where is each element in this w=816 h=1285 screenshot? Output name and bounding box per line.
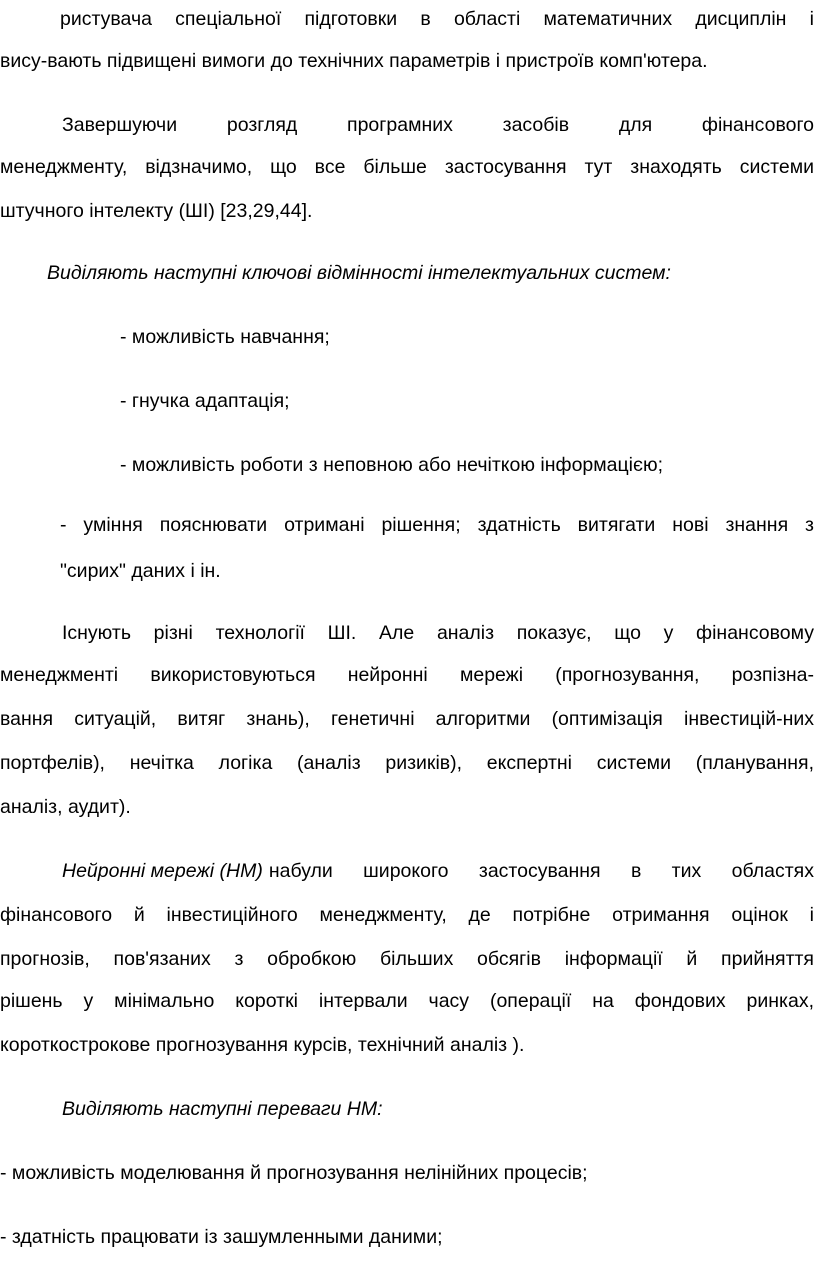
text-line: портфелів), нечітка логіка (аналіз ризиків), експертні системи (планування,: [0, 752, 814, 774]
list-item: - можливість роботи з неповною або нечіткою інформацією;: [120, 454, 664, 476]
list-item: - гнучка адаптація;: [120, 390, 290, 412]
list-item: - можливість моделювання й прогнозування нелінійних процесів;: [0, 1162, 588, 1184]
section-heading: Виділяють наступні переваги НМ:: [62, 1098, 383, 1120]
text-line: фінансового й інвестиційного менеджменту, де потрібне отримання оцінок і: [0, 904, 814, 926]
text-fragment: набули широкого застосування в тих областях: [268, 860, 814, 882]
text-line: Існують різні технології ШІ. Але аналіз показує, що у фінансовому: [62, 622, 814, 644]
text-line: "сирих" даних і ін.: [60, 560, 221, 582]
italic-term: Нейронні мережі (НМ): [62, 860, 263, 882]
text-line: ристувача спеціальної підготовки в області математичних дисциплін і: [60, 8, 814, 30]
list-item: - можливість навчання;: [120, 326, 330, 348]
text-line: вання ситуацій, витяг знань), генетичні алгоритми (оптимізація інвестицій-них: [0, 708, 814, 730]
text-line: менеджменту, відзначимо, що все більше застосування тут знаходять системи: [0, 156, 814, 178]
text-line: прогнозів, пов'язаних з обробкою більших обсягів інформації й прийняття: [0, 948, 814, 970]
text-line: штучного інтелекту (ШІ) [23,29,44].: [0, 200, 313, 222]
text-line: рішень у мінімально короткі інтервали часу (операції на фондових ринках,: [0, 990, 814, 1012]
list-item: - здатність працювати із зашумленными даними;: [0, 1226, 443, 1248]
text-line: короткострокове прогнозування курсів, технічний аналіз ).: [0, 1034, 525, 1056]
text-line: [62, 856, 814, 886]
text-line: Завершуючи розгляд програмних засобів для фінансового: [62, 114, 814, 136]
text-line: аналіз, аудит).: [0, 796, 131, 818]
section-heading: Виділяють наступні ключові відмінності інтелектуальних систем:: [47, 262, 671, 284]
text-line: вису-вають підвищені вимоги до технічних параметрів і пристроїв комп'ютера.: [0, 50, 708, 72]
text-line: - уміння пояснювати отримані рішення; здатність витягати нові знання з: [60, 514, 814, 536]
text-line: менеджменті використовуються нейронні мережі (прогнозування, розпізна-: [0, 664, 814, 686]
